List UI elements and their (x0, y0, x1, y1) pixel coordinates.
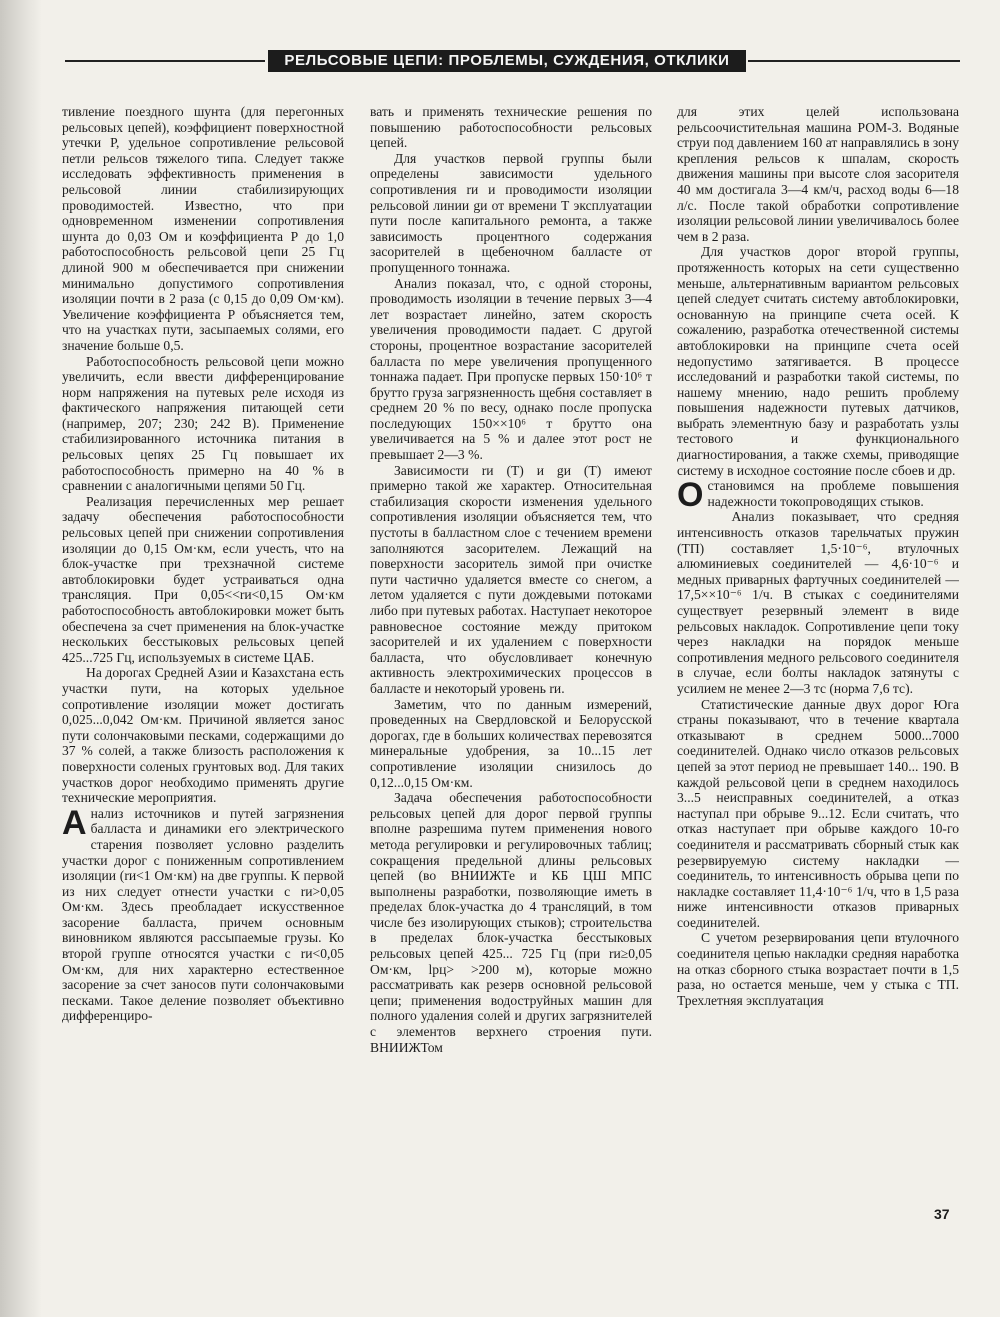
paragraph (677, 697, 959, 931)
paragraph (62, 665, 344, 805)
paragraph (62, 803, 344, 1024)
paragraph-text: Зависимости rи (Т) и gи (Т) имеют примерно такой же характер. Относительная стабилизация скорости изменения удельного сопротивления изоляции объясняется тем, что пустоты в балластном слое с течением времени заполняются засорителем. Лежащий на поверхности засоритель зимой при очистке пути частично удаляется вместе со снегом, а летом удаляется с пути дождевыми потоками либо при путевых работах. Наступает некоторое равновесное состояние между притоком засорителей и их удалением с поверхности балласта, что обусловливает конечную активность электрохимических процессов в балласте и некоторый уровень rи. (370, 462, 652, 696)
drop-cap: О (677, 476, 704, 515)
paragraph (677, 244, 959, 478)
text-column-3 (677, 104, 959, 1204)
text-column-1 (62, 104, 344, 1204)
paragraph-text: Работоспособность рельсовой цепи можно увеличить, если ввести дифференцирование норм напряжения на путевых реле исходя из фактического напряжения питающей сети (например, 207; 230; 242 В). Применение стабилизированного источника питания в рельсовых цепях 25 Гц повышает их работоспособность примерно на 40 % в сравнении с аналогичными цепями 50 Гц. (62, 353, 344, 494)
paragraph-text: Заметим, что по данным измерений, проведенных на Свердловской и Белорусской дорогах, где в больших количествах перевозятся минеральные удобрения, за 10...15 лет сопротивление изоляции снизилось до 0,12...0,15 Ом·км. (370, 696, 652, 790)
text-column-2 (370, 104, 652, 1204)
section-header: РЕЛЬСОВЫЕ ЦЕПИ: ПРОБЛЕМЫ, СУЖДЕНИЯ, ОТКЛИКИ (268, 50, 746, 72)
paragraph (62, 494, 344, 666)
paragraph-text: вать и применять технические решения по повышению работоспособности рельсовых цепей. (370, 104, 652, 151)
paragraph-text: Реализация перечисленных мер решает задачу обеспечения работоспособности рельсовых цепей при снижении сопротивления изоляции до 0,15 Ом·км, если учесть, что на блок-участке при трехзначной системе автоблокировки будет устраиваться одна трансляция. При 0,05<<rи<0,15 Ом·км работоспособность автоблокировки может быть обеспечена за счет применения на блок-участке нескольких бесстыковых рельсовых цепей 425...725 Гц, используемых в системе ЦАБ. (62, 493, 344, 665)
paragraph-text: Статистические данные двух дорог Юга страны показывают, что в течение квартала отказывают в среднем 5000...7000 соединителей. Однако число отказов рельсовых цепей за этот период не превышает 140... 190. В каждой рельсовой цепи в среднем находилось 3...5 неисправных соединителей, а отказ наступал при обрыве 9...12. Если считать, что отказ наступает при обрыве каждого 10-го соединителя и рассматривать сборный стык как резервируемую систему накладки — соединитель, то интенсивность обрыва цепи по накладке составляет 11,4·10⁻⁶ 1/ч, что в 1,5 раза ниже интенсивности отказов приварных соединителей. (677, 696, 959, 930)
header-rule-left (65, 60, 265, 62)
paragraph (677, 930, 959, 1008)
page-number: 37 (934, 1206, 950, 1222)
paragraph-text: тивление поездного шунта (для перегонных рельсовых цепей), коэффициент поверхностной утечки Р, удельное сопротивление рельсовой петли рельсов тяжелого типа. Следует также исследовать эффективность применения в рельсовой линии стабилизирующих проводимостей. Известно, что при одновременном изменении сопротивления шунта до 0,03 Ом и коэффициента Р до 1,0 работоспособность рельсовой цепи 25 Гц длиной 900 м обеспечивается при снижении минимально допустимого сопротивления изоляции почти в 2 раза (с 0,15 до 0,09 Ом·км). Увеличение коэффициента Р объясняется тем, что на участках пути, засыпаемых солями, его значение больше 0,5. (62, 104, 344, 353)
page-spine-shadow (0, 0, 42, 1317)
paragraph (370, 697, 652, 791)
paragraph (62, 104, 344, 354)
paragraph (370, 463, 652, 697)
paragraph (370, 276, 652, 463)
paragraph-text: становимся на проблеме повышения надежности токопроводящих стыков. (707, 478, 959, 509)
paragraph-text: На дорогах Средней Азии и Казахстана есть участки пути, на которых удельное сопротивление изоляции может достигать 0,025...0,042 Ом·км. Причиной является занос пути солончаковыми песками, содержащими до 37 % солей, а также близость расположения к поверхности соленых грунтовых вод. Для таких участков дорог необходимо применять другие технические мероприятия. (62, 665, 344, 806)
paragraph (677, 104, 959, 244)
header-rule-right (748, 60, 960, 62)
paragraph-text: для этих целей использована рельсоочистительная машина РОМ-3. Водяные струи под давлением 160 ат направлялись в зону крепления рельсов к шпалам, скорость движения машины при высоте слоя засорителя 40 мм достигала 3—4 км/ч, расход воды 6—18 л/с. После такой обработки сопротивление изоляции рельсовой линии увеличивалось более чем в 2 раза. (677, 104, 959, 244)
paragraph (677, 476, 959, 515)
paragraph-text: нализ источников и путей загрязнения балласта и динамики его электрического старения позволяет условно разделить участки дорог с пониженным сопротивлением изоляции (rи<1 Ом·км) на две группы. К первой из них следует отнести участки с rи>0,05 Ом·км. Здесь преобладает искусственное засорение балласта, причем основным виновником являются рассыпаемые грузы. Ко второй группе относятся участки с rи<0,05 Ом·км, для них характерно естественное засорение за счет заносов пути солончаковыми песками. Такое деление позволяет объективно дифференциро- (62, 805, 344, 1024)
paragraph (677, 509, 959, 696)
paragraph-text: Для участков дорог второй группы, протяженность которых на сети существенно меньше, альтернативным вариантом рельсовых цепей следует считать систему автоблокировки, основанную на принципе счета осей. К сожалению, разработка отечественной системы автоблокировки на принципе счета осей недопустимо затягивается. В процессе исследований и разработки такой системы, по нашему мнению, надо решить проблему повышения надежности путевых датчиков, выбрать элементную базу и разработать узлы тестового и функционального диагностирования, а также схемы, приводящие систему в исходное состояние после сбоев и др. (677, 244, 959, 478)
paragraph-text: Анализ показывает, что средняя интенсивность отказов тарельчатых пружин (ТП) составляет 1,5·10⁻⁶, втулочных алюминиевых соединителей — 4,6·10⁻⁶ и медных приварных фартучных соединителей — 17,5××10⁻⁶ 1/ч. В стыках с соединителями существует резервный элемент в виде рельсовых накладок. Сопротивление цепи току через накладки на порядок меньше сопротивления медного рельсового соединителя в случае, если болты накладок затянуты с усилием не менее 2—3 тс (норма 7,6 тс). (677, 509, 959, 696)
paragraph-text: Анализ показал, что, с одной стороны, проводимость изоляции в течение первых 3—4 лет возрастает линейно, затем скорость увеличения проводимости падает. С другой стороны, процентное возрастание засорителей балласта по мере увеличения пропущенного тоннажа падает. При пропуске первых 150·10⁶ т брутто груза загрязненность щебня составляет в среднем 20 % по весу, однако после пропуска последующих 150××10⁶ т брутто она увеличивается на 5 % и далее этот рост не превышает 2—3 %. (370, 275, 652, 463)
paragraph (62, 354, 344, 494)
paragraph-text: Задача обеспечения работоспособности рельсовых цепей для дорог первой группы вполне разрешима путем применения нового метода регулировки и регулировочных таблиц; сокращения предельной длины рельсовых цепей (во ВНИИЖТе и КБ ЦШ МПС выполнены разработки, позволяющие иметь в пределах блок-участка до 4 трансляций, в том числе без изолирующих стыков); строительства в пределах блок-участка бесстыковых рельсовых цепей 425... 725 Гц (при rи≥0,05 Ом·км, lрц> >200 м), которые можно рассматривать как резерв основной рельсовой цепи; применения водоструйных машин для полного удаления солей и других загрязнителей с элементов верхнего строения пути. ВНИИЖТом (370, 790, 652, 1055)
drop-cap: А (62, 803, 87, 842)
paragraph (370, 151, 652, 276)
paragraph-text: Для участков первой группы были определены зависимости удельного сопротивления rи и проводимости изоляции рельсовой линии gи от времени Т эксплуатации пути после капитального ремонта, а также зависимость процентного содержания засорителей в щебеночном балласте от пропущенного тоннажа. (370, 150, 652, 275)
paragraph (370, 790, 652, 1055)
paragraph (370, 104, 652, 151)
paragraph-text: С учетом резервирования цепи втулочного соединителя цепью накладки средняя наработка на отказ сборного стыка возрастает почти в 1,5 раза, но остается меньше, чем у стыка с ТП. Трехлетняя эксплуатация (677, 930, 959, 1008)
